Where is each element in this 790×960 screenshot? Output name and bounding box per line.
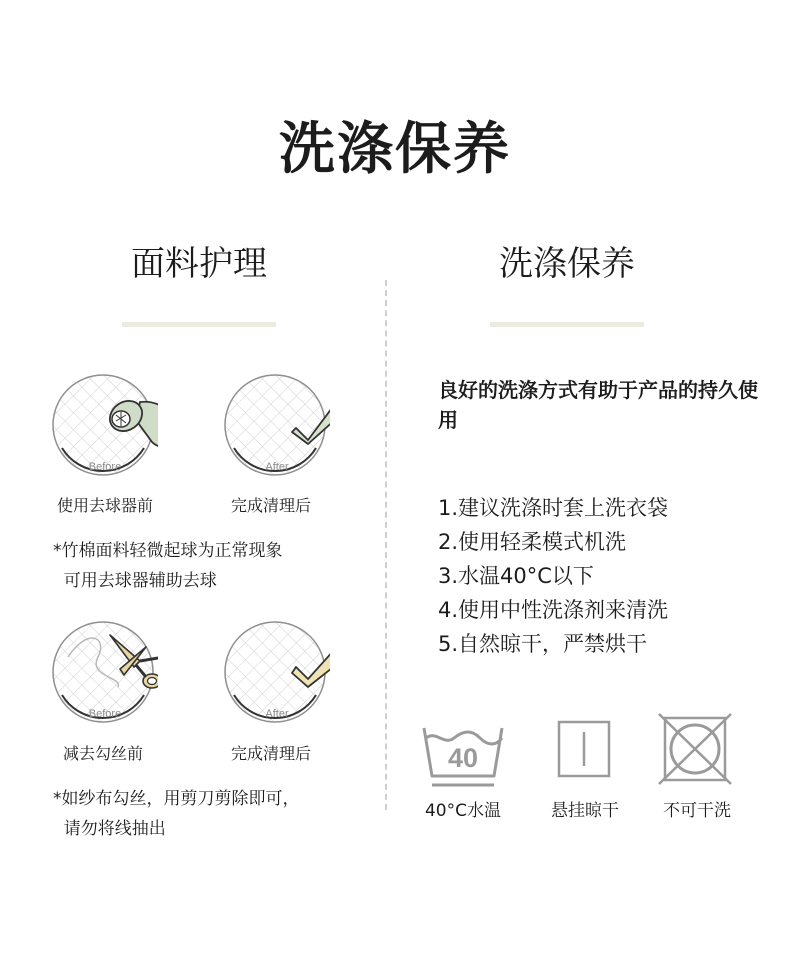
before-pilling-illustration <box>48 370 158 480</box>
caption-before-pilling: 使用去球器前 <box>56 496 153 515</box>
snag-note-line1: *如纱布勾丝，用剪刀剪除即可， <box>53 789 300 809</box>
wash-step: 2.使用轻柔模式机洗 <box>438 530 627 554</box>
wash-temperature: 40 <box>447 743 479 773</box>
stamp-before: Before <box>88 461 122 473</box>
fabric-care-underline <box>122 322 276 327</box>
wash-step: 1.建议洗涤时套上洗衣袋 <box>438 496 669 520</box>
no-dry-clean-icon <box>652 712 742 790</box>
wash-40-label: 40°C水温 <box>424 801 501 821</box>
stamp-after: After <box>265 708 289 720</box>
caption-after-pilling: 完成清理后 <box>230 496 311 515</box>
wash-care-underline <box>490 322 644 327</box>
fabric-care-title: 面料护理 <box>131 244 267 284</box>
snag-note-line2: 请勿将线抽出 <box>53 819 166 839</box>
caption-before-snag: 减去勾丝前 <box>62 744 143 763</box>
stamp-after: After <box>265 461 289 473</box>
wash-step: 3.水温40°C以下 <box>438 564 594 588</box>
pilling-note-line2: 可用去球器辅助去球 <box>53 571 217 591</box>
wash-intro: 良好的洗涤方式有助于产品的持久使用 <box>438 378 758 432</box>
stamp-before: Before <box>88 708 122 720</box>
wash-steps-list <box>438 491 668 661</box>
column-divider <box>385 280 387 810</box>
after-pilling-illustration <box>220 370 330 480</box>
hang-dry-label: 悬挂晾干 <box>551 801 619 821</box>
hang-dry-icon <box>540 716 630 794</box>
caption-after-snag: 完成清理后 <box>230 744 311 763</box>
wash-step: 5.自然晾干，严禁烘干 <box>438 632 648 656</box>
page-title: 洗涤保养 <box>279 117 511 182</box>
wash-40-icon <box>418 716 508 794</box>
pilling-note-line1: *竹棉面料轻微起球为正常现象 <box>53 541 283 561</box>
no-dry-clean-label: 不可干洗 <box>663 801 731 821</box>
wash-step: 4.使用中性洗涤剂来清洗 <box>438 598 669 622</box>
after-snag-illustration <box>220 617 330 727</box>
wash-care-title: 洗涤保养 <box>499 244 635 284</box>
before-snag-illustration <box>48 617 158 727</box>
